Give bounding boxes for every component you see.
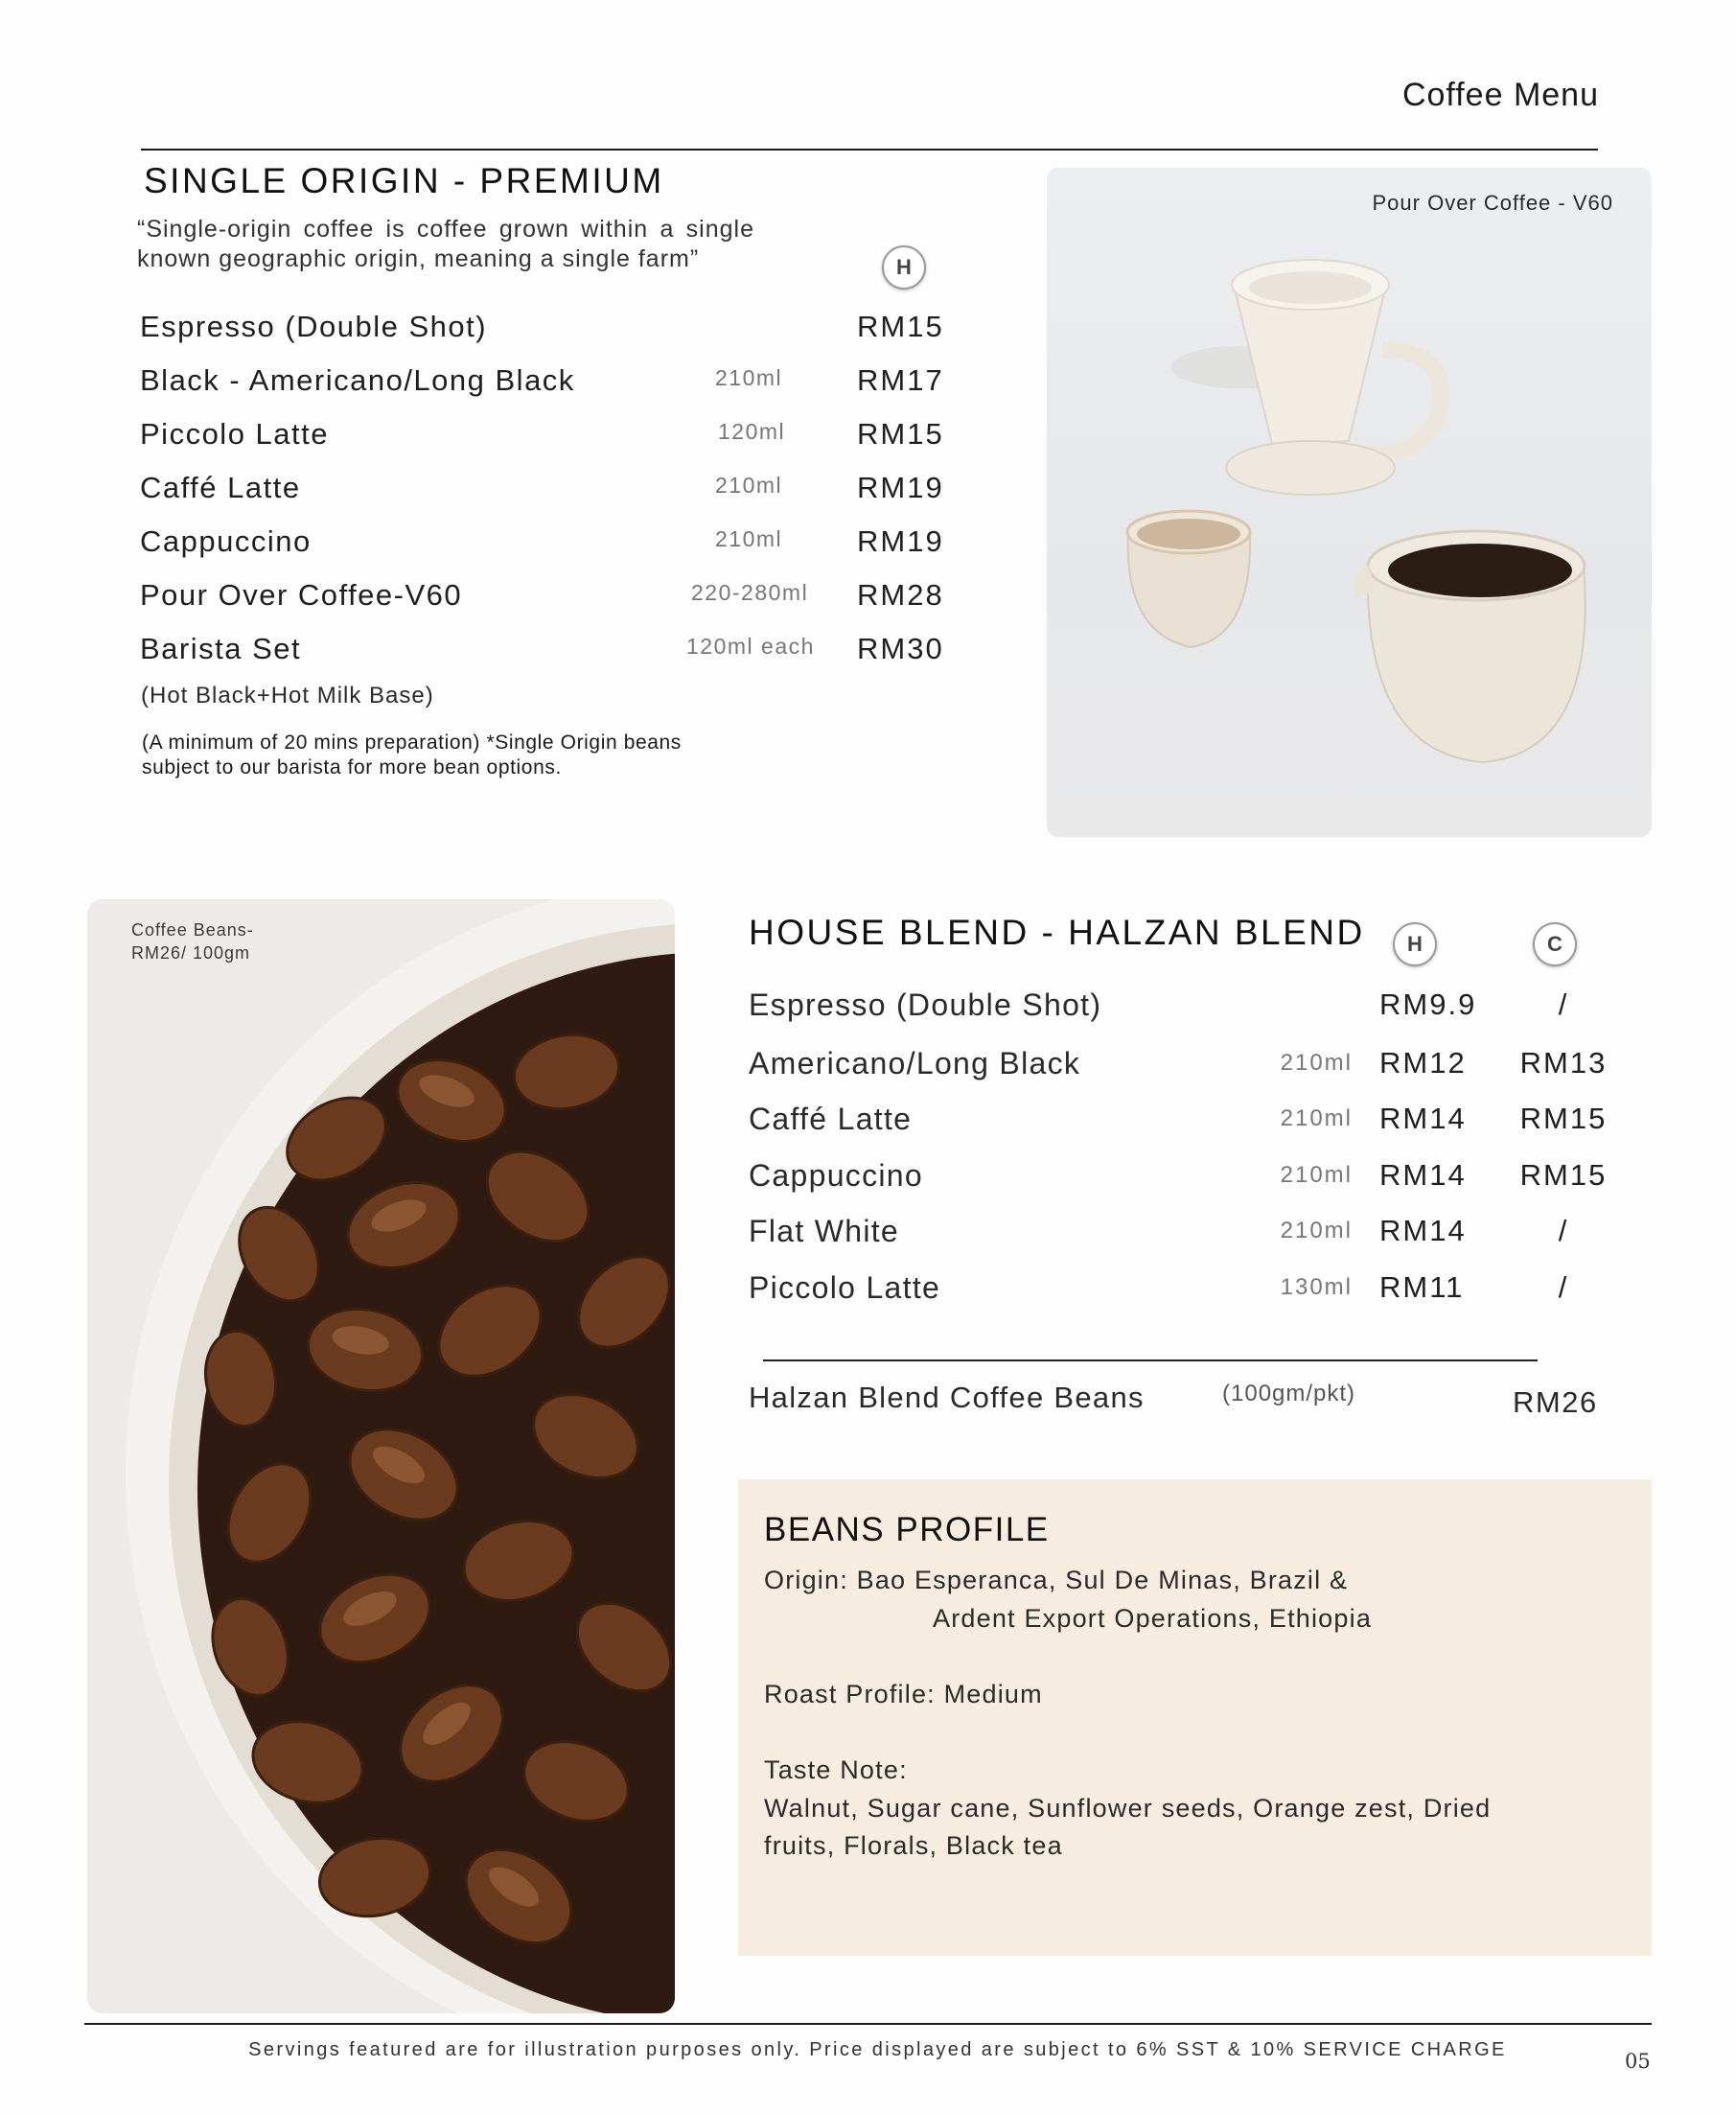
house-blend-divider — [763, 1359, 1538, 1361]
item-name: Espresso (Double Shot) — [749, 987, 1102, 1022]
menu-item — [140, 524, 964, 563]
pour-over-photo — [1047, 168, 1652, 837]
menu-item — [140, 578, 964, 616]
hot-badge-icon: H — [1393, 922, 1437, 966]
item-cold-price: RM15 — [1519, 1158, 1608, 1192]
bottom-divider — [84, 2023, 1652, 2025]
taste-note-label: Taste Note: — [764, 1755, 908, 1784]
item-volume: 120ml each — [686, 634, 815, 659]
coffee-beans-caption — [131, 918, 254, 964]
beans-item-qty: (100gm/pkt) — [1222, 1381, 1356, 1406]
origin-line-2: Ardent Export Operations, Ethiopia — [933, 1604, 1373, 1633]
item-volume: 210ml — [715, 473, 783, 498]
single-origin-title: SINGLE ORIGIN - PREMIUM — [144, 161, 664, 200]
menu-item — [140, 632, 964, 670]
item-name: Piccolo Latte — [749, 1270, 941, 1305]
menu-item — [749, 987, 1611, 1030]
item-price: RM15 — [857, 310, 944, 343]
item-hot-price: RM9.9 — [1379, 987, 1477, 1021]
item-name: Caffé Latte — [749, 1102, 913, 1136]
origin-line-1: Origin: Bao Esperanca, Sul De Minas, Brazil & — [764, 1566, 1349, 1594]
coffee-beans-photo — [87, 899, 675, 2013]
item-volume: 130ml — [1280, 1274, 1353, 1300]
item-price: RM19 — [857, 471, 944, 504]
footer-disclaimer: Servings featured are for illustration purposes only. Price displayed are subject to 6% SST & 10% SERVICE CHARGE — [248, 2039, 1507, 2060]
item-price: RM17 — [857, 363, 944, 397]
item-volume: 210ml — [1280, 1050, 1353, 1076]
pour-over-illustration — [1047, 168, 1652, 837]
item-volume: 210ml — [1280, 1218, 1353, 1243]
top-divider — [141, 149, 1598, 151]
taste-note-line-1: Walnut, Sugar cane, Sunflower seeds, Orange zest, Dried — [764, 1794, 1492, 1823]
item-name: Americano/Long Black — [749, 1046, 1081, 1080]
barista-set-note: (Hot Black+Hot Milk Base) — [141, 683, 434, 709]
item-name: Black - Americano/Long Black — [140, 363, 575, 397]
beans-item-price: RM26 — [1513, 1385, 1598, 1419]
beans-profile-panel — [738, 1479, 1652, 1956]
menu-item — [749, 1214, 1611, 1256]
item-volume: 210ml — [715, 365, 783, 390]
beans-profile-title: BEANS PROFILE — [764, 1511, 1050, 1548]
item-price: RM28 — [857, 578, 944, 612]
page-number: 05 — [1625, 2050, 1651, 2073]
beans-item-name: Halzan Blend Coffee Beans — [749, 1381, 1145, 1414]
menu-item — [749, 1158, 1611, 1200]
menu-item — [140, 417, 964, 455]
item-name: Espresso (Double Shot) — [140, 310, 488, 343]
item-price: RM19 — [857, 524, 944, 558]
menu-item — [140, 471, 964, 509]
taste-note-line-2: fruits, Florals, Black tea — [764, 1831, 1063, 1860]
preparation-note: (A minimum of 20 mins preparation) *Single Origin beans subject to our barista for more bean options. — [142, 732, 682, 778]
item-name: Flat White — [749, 1214, 900, 1248]
item-hot-price: RM11 — [1379, 1270, 1465, 1304]
item-cold-price: / — [1558, 1214, 1569, 1247]
item-price: RM30 — [857, 632, 944, 665]
item-cold-price: RM15 — [1519, 1102, 1608, 1135]
item-name: Piccolo Latte — [140, 417, 329, 451]
item-name: Barista Set — [140, 632, 302, 665]
item-volume: 210ml — [1280, 1162, 1353, 1188]
item-hot-price: RM12 — [1379, 1046, 1467, 1080]
page-title: Coffee Menu — [1401, 77, 1599, 113]
item-name: Caffé Latte — [140, 471, 301, 504]
caption-line-1: Coffee Beans- — [131, 920, 254, 940]
caption-line-2: RM26/ 100gm — [131, 943, 251, 963]
item-volume: 120ml — [718, 419, 786, 444]
menu-item — [140, 310, 964, 348]
item-cold-price: RM13 — [1519, 1046, 1608, 1080]
item-hot-price: RM14 — [1379, 1214, 1467, 1247]
house-blend-title: HOUSE BLEND - HALZAN BLEND — [749, 913, 1365, 952]
item-name: Cappuccino — [749, 1158, 923, 1193]
item-volume: 220-280ml — [691, 580, 809, 605]
menu-item — [749, 1270, 1611, 1313]
item-hot-price: RM14 — [1379, 1102, 1467, 1135]
item-cold-price: / — [1558, 987, 1569, 1021]
item-price: RM15 — [857, 417, 944, 451]
item-name: Cappuccino — [140, 524, 312, 558]
hot-badge-icon: H — [882, 245, 926, 290]
cold-badge-icon: C — [1533, 922, 1577, 966]
coffee-beans-illustration — [87, 899, 675, 2013]
menu-item — [749, 1102, 1611, 1144]
single-origin-quote: “Single-origin coffee is coffee grown within a single known geographic origin, meaning a single farm” — [137, 216, 754, 272]
item-name: Pour Over Coffee-V60 — [140, 578, 463, 612]
item-volume: 210ml — [1280, 1105, 1353, 1131]
item-volume: 210ml — [715, 526, 783, 551]
menu-item — [140, 363, 964, 402]
item-hot-price: RM14 — [1379, 1158, 1467, 1192]
item-cold-price: / — [1558, 1270, 1569, 1304]
roast-profile: Roast Profile: Medium — [764, 1680, 1043, 1708]
pour-over-caption: Pour Over Coffee - V60 — [1372, 191, 1613, 215]
menu-item — [749, 1046, 1611, 1088]
